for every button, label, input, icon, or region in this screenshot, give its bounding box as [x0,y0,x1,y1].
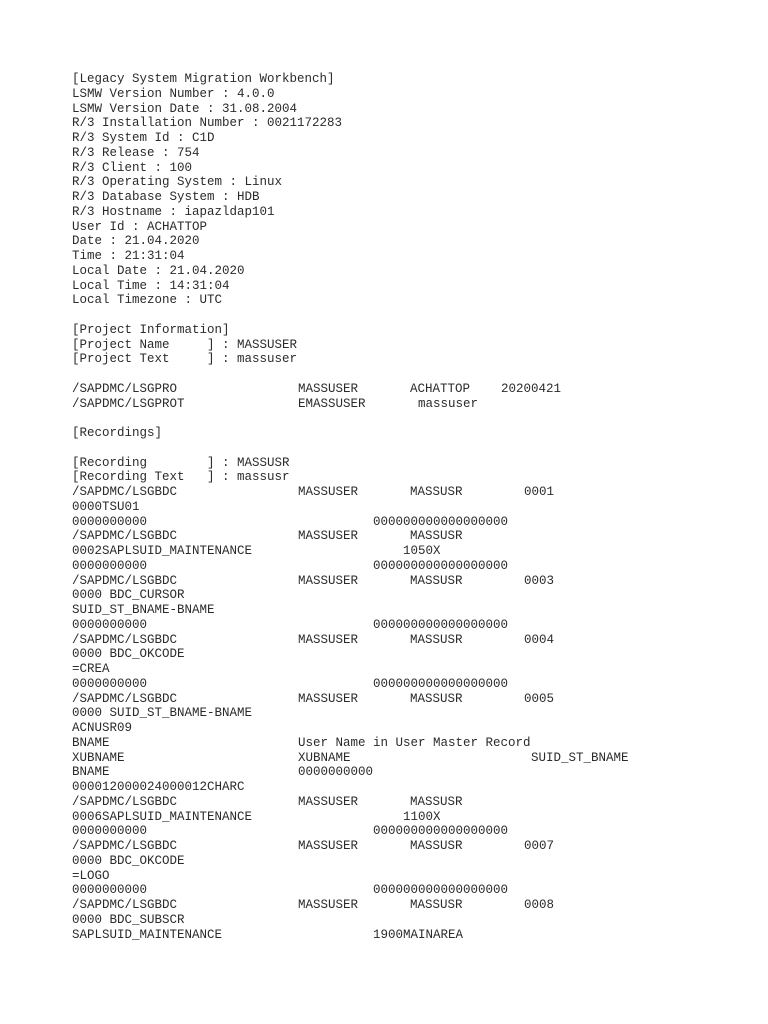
text-field: MASSUSER [298,529,359,544]
text-field: 0002SAPLSUID_MAINTENANCE [72,544,253,558]
text-field: 000000000000000000 [373,617,509,632]
text-line [72,249,752,264]
text-field: MASSUSER [298,632,359,647]
text-line [72,810,752,825]
text-line [72,603,752,618]
text-field: 0000000000 [72,824,148,839]
text-field: 000012000024000012CHARC [72,780,245,794]
text-field: =CREA [72,662,110,676]
text-line [72,839,752,854]
text-line [72,146,752,161]
text-line [72,721,752,736]
text-field: 1900MAINAREA [373,927,464,942]
text-field: [Project Name ] : MASSUSER [72,337,298,352]
text-line [72,470,752,485]
text-line [72,102,752,117]
text-field: 0000000000 [72,883,148,898]
text-line [72,529,752,544]
text-field: MASSUSR [410,632,463,647]
text-line [72,677,752,692]
text-field: 0000000000 [72,617,148,632]
text-field: ACNUSR09 [72,721,133,735]
text-field: SUID_ST_BNAME-BNAME [72,603,215,617]
text-line [72,279,752,294]
text-field: /SAPDMC/LSGBDC [72,573,178,588]
text-field: LSMW Version Number : 4.0.0 [72,86,275,101]
text-field: EMASSUSER [298,396,366,411]
text-field: BNAME [72,765,110,780]
text-field: R/3 Release : 754 [72,145,200,160]
text-line [72,662,752,677]
text-line [72,293,752,308]
text-field: 000000000000000000 [373,514,509,529]
text-line [72,72,752,87]
text-field: 1100X [403,809,441,824]
text-field: XUBNAME [72,750,125,765]
text-field: User Id : ACHATTOP [72,219,208,234]
text-field: /SAPDMC/LSGBDC [72,632,178,647]
text-field: 0006SAPLSUID_MAINTENANCE [72,809,253,824]
text-field: Local Timezone : UTC [72,293,223,308]
text-field: 0004 [524,632,555,647]
text-field: /SAPDMC/LSGPROT [72,396,185,411]
text-field: MASSUSER [298,839,359,853]
text-line [72,515,752,530]
text-line [72,913,752,928]
text-field: R/3 Hostname : iapazldap101 [72,204,275,219]
text-line [72,205,752,220]
text-line [72,352,752,367]
text-field: [Project Information] [72,322,230,337]
text-line [72,692,752,707]
text-field: 0000000000 [72,558,148,573]
text-field: R/3 Client : 100 [72,160,193,175]
text-field: 0001 [524,485,555,499]
text-line [72,426,752,441]
text-field: 20200421 [501,381,562,396]
text-line [72,736,752,751]
text-field: /SAPDMC/LSGBDC [72,691,178,706]
text-field: 0000 BDC_CURSOR [72,588,185,603]
text-line [72,706,752,721]
text-field: 000000000000000000 [373,883,509,898]
text-field: SAPLSUID_MAINTENANCE [72,927,223,942]
blank-line [72,308,752,323]
text-line [72,559,752,574]
text-field: MASSUSR [410,485,463,499]
text-line [72,883,752,898]
text-field: MASSUSER [298,691,359,706]
text-field: MASSUSER [298,485,359,499]
text-field: 1050X [403,544,441,558]
text-field: 000000000000000000 [373,558,509,573]
text-field: 0000000000 [298,765,374,780]
text-field: ACHATTOP [410,381,471,396]
text-line [72,264,752,279]
text-field: MASSUSER [298,573,359,588]
text-field: 0003 [524,573,555,588]
text-field: MASSUSR [410,794,463,809]
text-field: Date : 21.04.2020 [72,234,200,249]
text-field: 0007 [524,839,555,853]
text-field: MASSUSR [410,573,463,588]
text-line [72,116,752,131]
text-line [72,485,752,500]
text-field: 0005 [524,691,555,706]
text-line [72,588,752,603]
text-line [72,633,752,648]
text-field: 0000 BDC_OKCODE [72,647,185,662]
text-line [72,323,752,338]
text-field: XUBNAME [298,750,351,765]
text-field: MASSUSR [410,529,463,544]
text-field: [Project Text ] : massuser [72,352,298,367]
text-field: Local Date : 21.04.2020 [72,263,245,278]
text-field: MASSUSER [298,381,359,396]
text-line [72,869,752,884]
text-field: MASSUSR [410,839,463,853]
text-line [72,751,752,766]
text-line [72,456,752,471]
text-field: SUID_ST_BNAME [531,750,629,765]
text-line [72,131,752,146]
text-field: MASSUSR [410,898,463,912]
text-field: [Recording ] : MASSUSR [72,455,290,470]
text-field: 000000000000000000 [373,824,509,839]
text-line [72,190,752,205]
text-field: [Recordings] [72,426,163,440]
blank-line [72,367,752,382]
text-line [72,175,752,190]
text-field: 000000000000000000 [373,676,509,691]
text-line [72,161,752,176]
text-line [72,220,752,235]
text-field: 0000 BDC_OKCODE [72,853,185,868]
text-field: 0000 BDC_SUBSCR [72,912,185,927]
text-field: /SAPDMC/LSGBDC [72,529,178,544]
text-field: 0000TSU01 [72,499,140,514]
text-field: =LOGO [72,868,110,883]
blank-line [72,441,752,456]
blank-line [72,411,752,426]
text-line [72,500,752,515]
text-field: /SAPDMC/LSGBDC [72,794,178,809]
text-line [72,795,752,810]
text-line [72,87,752,102]
text-field: /SAPDMC/LSGBDC [72,839,178,853]
text-line [72,765,752,780]
text-field: 0000000000 [72,676,148,691]
text-field: MASSUSR [410,691,463,706]
text-field: MASSUSER [298,898,359,912]
text-line [72,382,752,397]
text-line [72,928,752,943]
text-line [72,854,752,869]
text-field: R/3 Installation Number : 0021172283 [72,116,343,131]
text-field: BNAME [72,735,110,750]
text-field: User Name in User Master Record [298,735,531,750]
text-field: 0000 SUID_ST_BNAME-BNAME [72,706,253,721]
text-line [72,824,752,839]
text-line [72,780,752,795]
text-line [72,647,752,662]
text-field: LSMW Version Date : 31.08.2004 [72,101,298,116]
text-field: R/3 Database System : HDB [72,190,260,204]
text-field: 0008 [524,898,555,912]
text-line [72,574,752,589]
text-field: [Legacy System Migration Workbench] [72,72,335,86]
text-field: MASSUSER [298,794,359,809]
text-line [72,338,752,353]
text-line [72,544,752,559]
text-field: R/3 Operating System : Linux [72,175,283,190]
text-field: Time : 21:31:04 [72,249,185,263]
text-field: /SAPDMC/LSGBDC [72,485,178,499]
text-field: massuser [418,396,479,411]
text-field: R/3 System Id : C1D [72,131,215,145]
text-field: Local Time : 14:31:04 [72,278,230,293]
text-field: /SAPDMC/LSGBDC [72,898,178,912]
text-line [72,898,752,913]
text-field: 0000000000 [72,514,148,529]
text-field: /SAPDMC/LSGPRO [72,381,178,396]
text-field: [Recording Text ] : massusr [72,470,290,485]
document-text [72,72,752,942]
text-line [72,234,752,249]
text-line [72,618,752,633]
text-line [72,397,752,412]
